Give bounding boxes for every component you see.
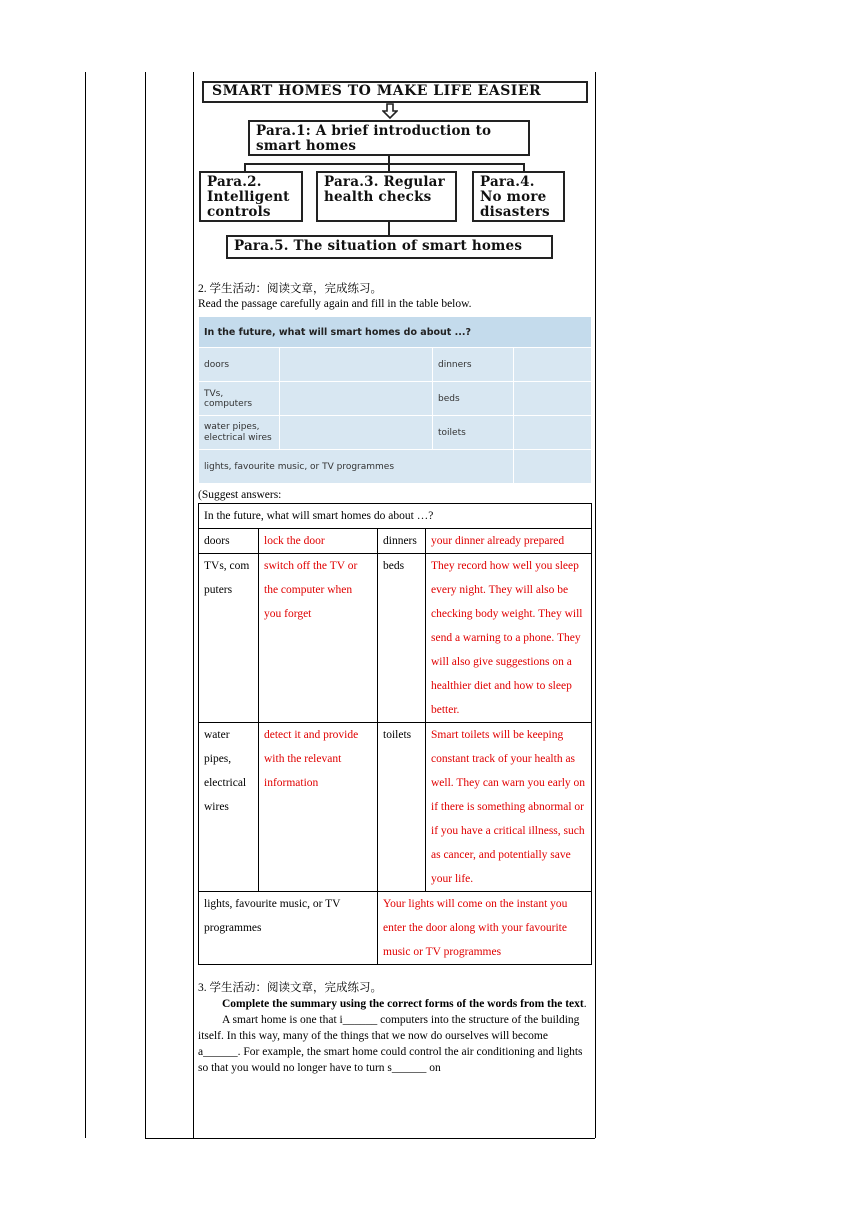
textbook-blank-cell	[280, 382, 433, 416]
answers-table	[198, 503, 592, 965]
answers-table-header: In the future, what will smart homes do about …?	[199, 504, 592, 529]
textbook-cell: doors	[199, 348, 280, 382]
answer-item: dinners	[378, 529, 426, 554]
answer-text: detect it and provide with the relevant information	[259, 723, 378, 892]
activity3-instruction-text: Complete the summary using the correct forms of the words from the text	[222, 998, 584, 1010]
answer-item: water pipes, electrical wires	[199, 723, 259, 892]
textbook-table-header: In the future, what will smart homes do about ...?	[199, 317, 592, 348]
down-arrow-icon	[382, 103, 398, 119]
textbook-blank-cell	[514, 416, 592, 450]
activity3-instruction	[198, 996, 592, 1012]
page-border-left	[85, 72, 86, 1138]
table-bottom-border	[145, 1138, 595, 1139]
textbook-blank-cell	[514, 382, 592, 416]
para1-box: Para.1: A brief introduction to smart homes	[248, 120, 530, 156]
para2-box: Para.2. Intelligent controls	[199, 171, 303, 222]
textbook-cell: toilets	[433, 416, 514, 450]
answer-text: your dinner already prepared	[426, 529, 592, 554]
textbook-blank-cell	[280, 348, 433, 382]
activity3-summary: A smart home is one that i______ computers into the structure of the building itself. In this way, many of the things that we now do ourselves will become a______. For example, the smart home could control the air conditioning and lights so that you would no longer have to turn s______ on	[198, 1014, 583, 1074]
answer-item: lights, favourite music, or TV programmes	[199, 892, 378, 965]
para3-box: Para.3. Regular health checks	[316, 171, 457, 222]
answer-item: beds	[378, 554, 426, 723]
connector-bottom	[388, 222, 390, 236]
activity3-instruction-end: .	[583, 998, 587, 1010]
textbook-cell: TVs, computers	[199, 382, 280, 416]
page-border-right	[595, 72, 596, 1138]
textbook-cell: lights, favourite music, or TV programmes	[199, 450, 514, 484]
answer-text: switch off the TV or the computer when you forget	[259, 554, 378, 723]
activity3-heading: 3. 学生活动：阅读文章，完成练习。	[198, 982, 382, 994]
connector-horizontal	[244, 163, 524, 165]
para5-box: Para.5. The situation of smart homes	[226, 235, 553, 259]
textbook-cell: beds	[433, 382, 514, 416]
textbook-cell: water pipes, electrical wires	[199, 416, 280, 450]
answer-text: Your lights will come on the instant you enter the door along with your favourite music or TV programmes	[378, 892, 592, 965]
textbook-blank-cell	[514, 450, 592, 484]
answers-intro: (Suggest answers:	[198, 489, 282, 501]
column-divider-2	[193, 72, 194, 1138]
structure-diagram	[198, 72, 592, 262]
answer-text: Smart toilets will be keeping constant track of your health as well. They can warn you early on if there is something abnormal or if you have a critical illness, such as cancer, and potentially save your life.	[426, 723, 592, 892]
answer-text: They record how well you sleep every night. They will also be checking body weight. They will send a warning to a phone. They will also give suggestions on a healthier diet and how to sleep better.	[426, 554, 592, 723]
diagram-title-box: SMART HOMES TO MAKE LIFE EASIER	[202, 81, 588, 103]
activity2-heading: 2. 学生活动：阅读文章，完成练习。	[198, 283, 382, 295]
answer-item: TVs, computers	[199, 554, 259, 723]
answer-item: toilets	[378, 723, 426, 892]
lesson-content	[198, 72, 592, 1076]
textbook-blank-cell	[514, 348, 592, 382]
answer-item: doors	[199, 529, 259, 554]
para4-box: Para.4. No more disasters	[472, 171, 565, 222]
textbook-cell: dinners	[433, 348, 514, 382]
column-divider-1	[145, 72, 146, 1138]
textbook-blank-cell	[280, 416, 433, 450]
answer-text: lock the door	[259, 529, 378, 554]
activity2-instruction: Read the passage carefully again and fill in the table below.	[198, 298, 472, 310]
textbook-table	[198, 316, 592, 484]
